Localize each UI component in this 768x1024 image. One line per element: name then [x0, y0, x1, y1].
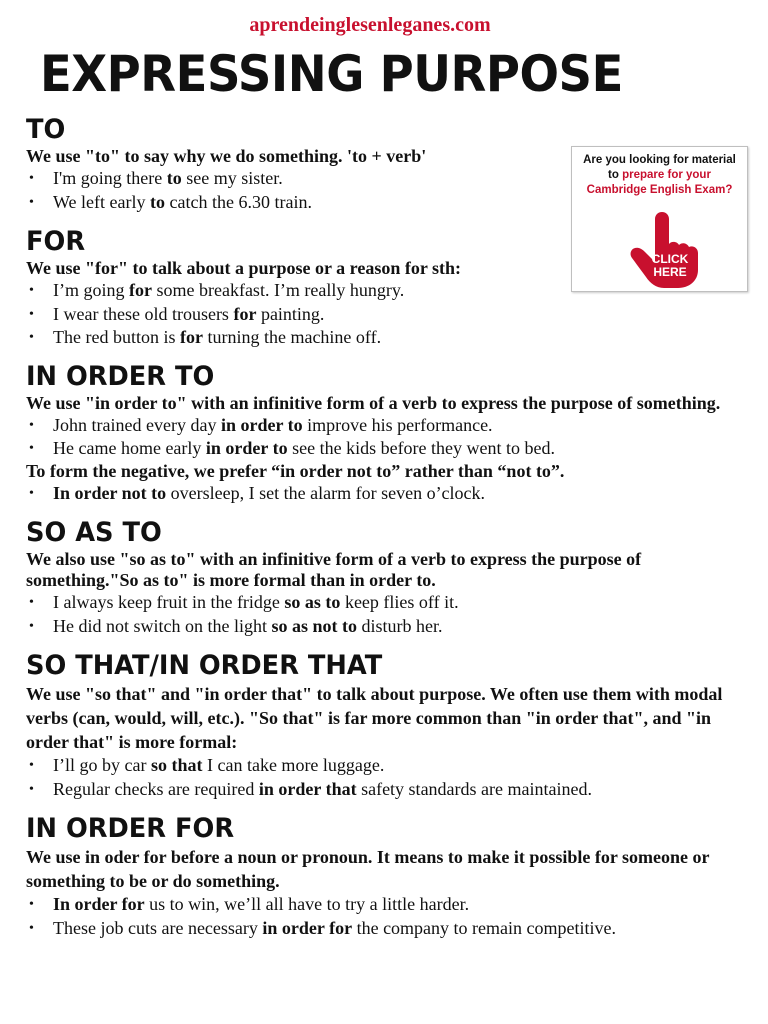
section-in-order-to [26, 361, 746, 506]
list-item: • In order not to oversleep, I set the alarm for seven o’clock. [26, 482, 746, 506]
section-heading: SO AS TO [26, 517, 162, 548]
list-item: • I wear these old trousers for painting. [26, 303, 746, 327]
section-description: We use "to" to say why we do something. 'to + verb' [26, 146, 427, 166]
section-heading: FOR [26, 226, 86, 257]
list-item: • I always keep fruit in the fridge so as to keep flies off it. [26, 591, 746, 615]
list-item: • The red button is for turning the machine off. [26, 326, 746, 350]
section-description: We use "for" to talk about a purpose or a reason for sth: [26, 258, 461, 278]
section-so-that [26, 650, 746, 801]
promo-line: Cambridge English Exam? [586, 184, 733, 196]
list-item: • Regular checks are required in order that safety standards are maintained. [26, 778, 746, 802]
section-so-as-to [26, 517, 746, 638]
section-heading: TO [26, 114, 66, 145]
page-title: EXPRESSING PURPOSE [40, 45, 623, 103]
list-item: • I’ll go by car so that I can take more luggage. [26, 754, 746, 778]
site-link[interactable]: aprendeinglesenleganes.com [249, 14, 491, 36]
example-list [26, 591, 746, 638]
section-description: We use "so that" and "in order that" to talk about purpose. We often use them with modal verbs (can, would, will, etc.). "So that" is far more common than "in order that", and "in order that" is more formal: [26, 684, 723, 752]
list-item: • These job cuts are necessary in order for the company to remain competitive. [26, 917, 746, 941]
promo-line: Are you looking for material [583, 154, 736, 166]
list-item: • He came home early in order to see the kids before they went to bed. [26, 437, 746, 461]
list-item: • I'm going there to see my sister. [26, 167, 746, 191]
list-item: • John trained every day in order to improve his performance. [26, 414, 746, 438]
list-item: • In order for us to win, we’ll all have to try a little harder. [26, 893, 746, 917]
section-heading: IN ORDER TO [26, 360, 215, 392]
section-description: We also use "so as to" with an infinitive form of a verb to express the purpose of something."So as to" is more formal than in order to. [26, 549, 642, 590]
list-item: • I’m going for some breakfast. I’m really hungry. [26, 279, 746, 303]
section-description: We use "in order to" with an infinitive form of a verb to express the purpose of something. [26, 392, 721, 413]
example-list [26, 893, 746, 940]
example-list [26, 482, 746, 506]
cambridge-promo-banner[interactable] [571, 146, 748, 292]
example-list [26, 754, 746, 801]
list-item: • We left early to catch the 6.30 train. [26, 191, 746, 215]
section-note: To form the negative, we prefer “in order not to” rather than “not to”. [26, 460, 565, 481]
section-heading: IN ORDER FOR [26, 813, 235, 844]
section-in-order-for [26, 813, 746, 940]
section-description: We use in oder for before a noun or pronoun. It means to make it possible for someone or something to be or do something. [26, 847, 710, 891]
promo-line: to prepare for your [608, 169, 711, 181]
list-item: • He did not switch on the light so as not to disturb her. [26, 615, 746, 639]
click-here-button[interactable]: CLICK HERE [651, 252, 689, 279]
section-heading: SO THAT/IN ORDER THAT [26, 650, 383, 681]
example-list [26, 414, 746, 461]
